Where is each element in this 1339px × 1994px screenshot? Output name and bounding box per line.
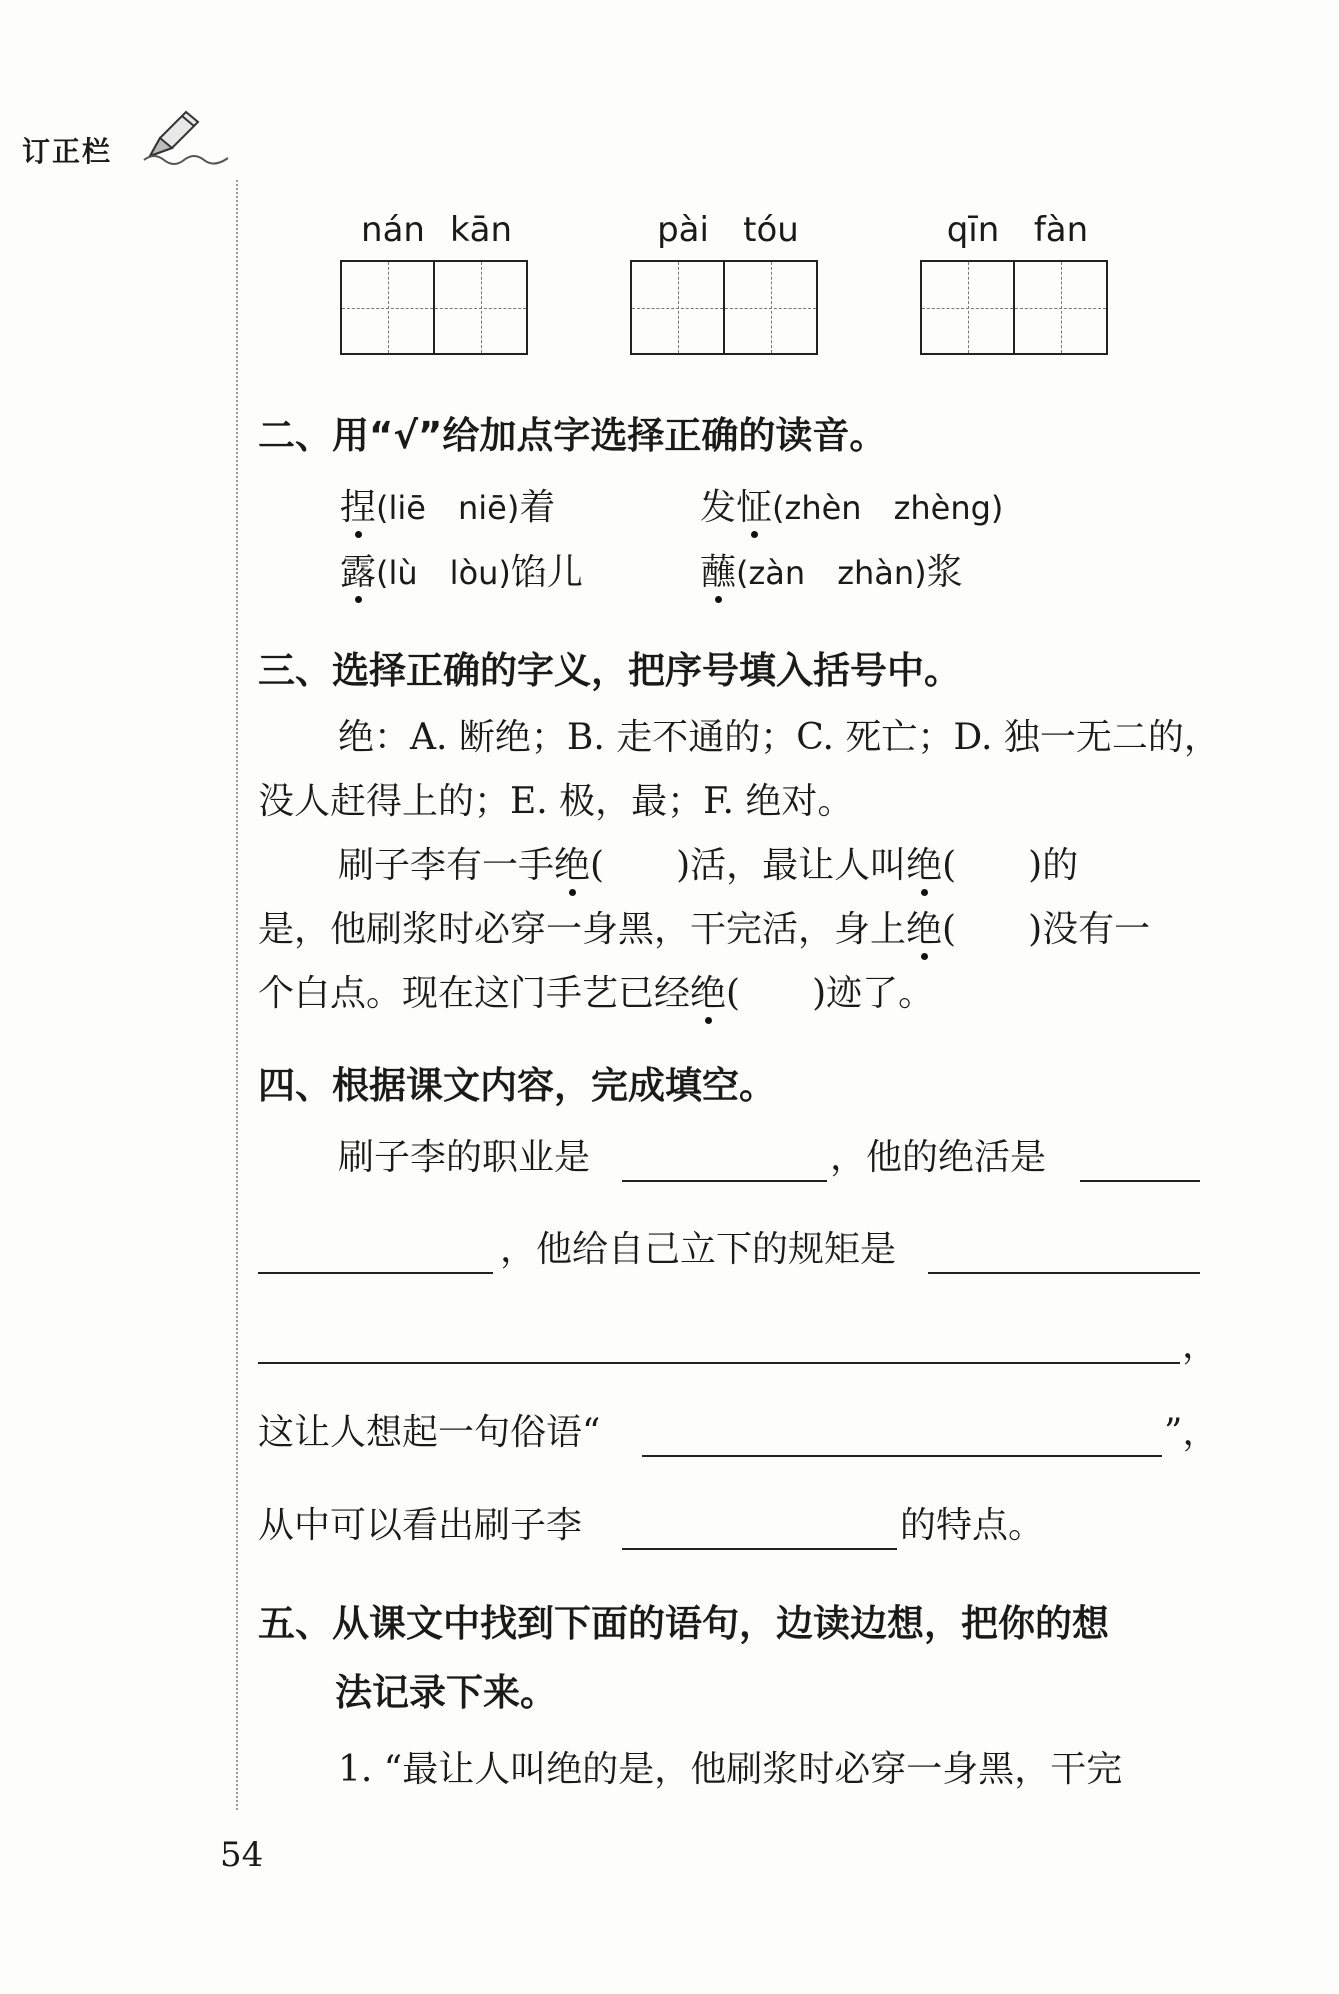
pronunciation-item[interactable]: 露(lù lòu)馅儿	[340, 552, 583, 593]
answer-blank[interactable]	[1080, 1180, 1200, 1182]
answer-blank[interactable]	[258, 1362, 1180, 1364]
fill-text: 从中可以看出刷子李	[258, 1505, 583, 1546]
answer-blank[interactable]	[622, 1548, 897, 1550]
answer-blank[interactable]	[928, 1272, 1200, 1274]
answer-paren[interactable]: ( )没有一	[942, 909, 1151, 950]
section-4-heading: 四、根据课文内容，完成填空。	[258, 1064, 776, 1107]
paragraph-line: 是，他刷浆时必穿一身黑，干完活，身上绝( )没有一	[258, 909, 1151, 950]
answer-paren[interactable]: ( )活，最让人叫	[590, 845, 907, 886]
pinyin-label: qīn fàn	[946, 210, 1089, 250]
answer-blank[interactable]	[622, 1180, 827, 1182]
fill-text: 这让人想起一句俗语“	[258, 1412, 601, 1453]
fill-text: ，他的绝活是	[830, 1137, 1047, 1178]
quote-item: 1. “最让人叫绝的是，他刷浆时必穿一身黑，干完	[338, 1749, 1123, 1790]
fill-text: 的特点。	[900, 1505, 1045, 1546]
answer-blank[interactable]	[642, 1455, 1162, 1457]
pencil-icon	[142, 108, 232, 168]
fill-text: 刷子李的职业是	[338, 1137, 591, 1178]
pronunciation-item[interactable]: 蘸(zàn zhàn)浆	[700, 552, 963, 593]
answer-paren[interactable]: ( )迹了。	[726, 973, 935, 1014]
fill-text: ，	[1182, 1325, 1219, 1366]
answer-blank[interactable]	[258, 1272, 493, 1274]
character-box[interactable]	[630, 260, 818, 355]
character-box[interactable]	[340, 260, 528, 355]
pronunciation-item[interactable]: 发怔(zhèn zhèng)	[700, 487, 1004, 528]
paragraph-line: 刷子李有一手绝( )活，最让人叫绝( )的	[338, 845, 1079, 886]
definition-line: 绝：A. 断绝；B. 走不通的；C. 死亡；D. 独一无二的，	[338, 717, 1220, 758]
section-5-heading: 五、从课文中找到下面的语句，边读边想，把你的想	[258, 1602, 1109, 1645]
page-number: 54	[220, 1835, 264, 1875]
fill-text: ”，	[1164, 1412, 1219, 1453]
section-2-heading: 二、用“√”给加点字选择正确的读音。	[258, 414, 887, 457]
answer-paren[interactable]: ( )的	[942, 845, 1079, 886]
definition-line: 没人赶得上的；E. 极，最；F. 绝对。	[258, 781, 854, 822]
pinyin-label: nán kān	[361, 210, 513, 250]
fill-text: ，他给自己立下的规矩是	[500, 1229, 897, 1270]
paragraph-line: 个白点。现在这门手艺已经绝( )迹了。	[258, 973, 935, 1014]
pinyin-label: pài tóu	[657, 210, 799, 250]
character-box[interactable]	[920, 260, 1108, 355]
margin-divider	[236, 180, 238, 1810]
section-5-heading-cont: 法记录下来。	[335, 1671, 557, 1714]
section-3-heading: 三、选择正确的字义，把序号填入括号中。	[258, 649, 961, 692]
pronunciation-item[interactable]: 捏(liē niē)着	[340, 487, 556, 528]
correction-column-label: 订正栏	[22, 135, 113, 168]
